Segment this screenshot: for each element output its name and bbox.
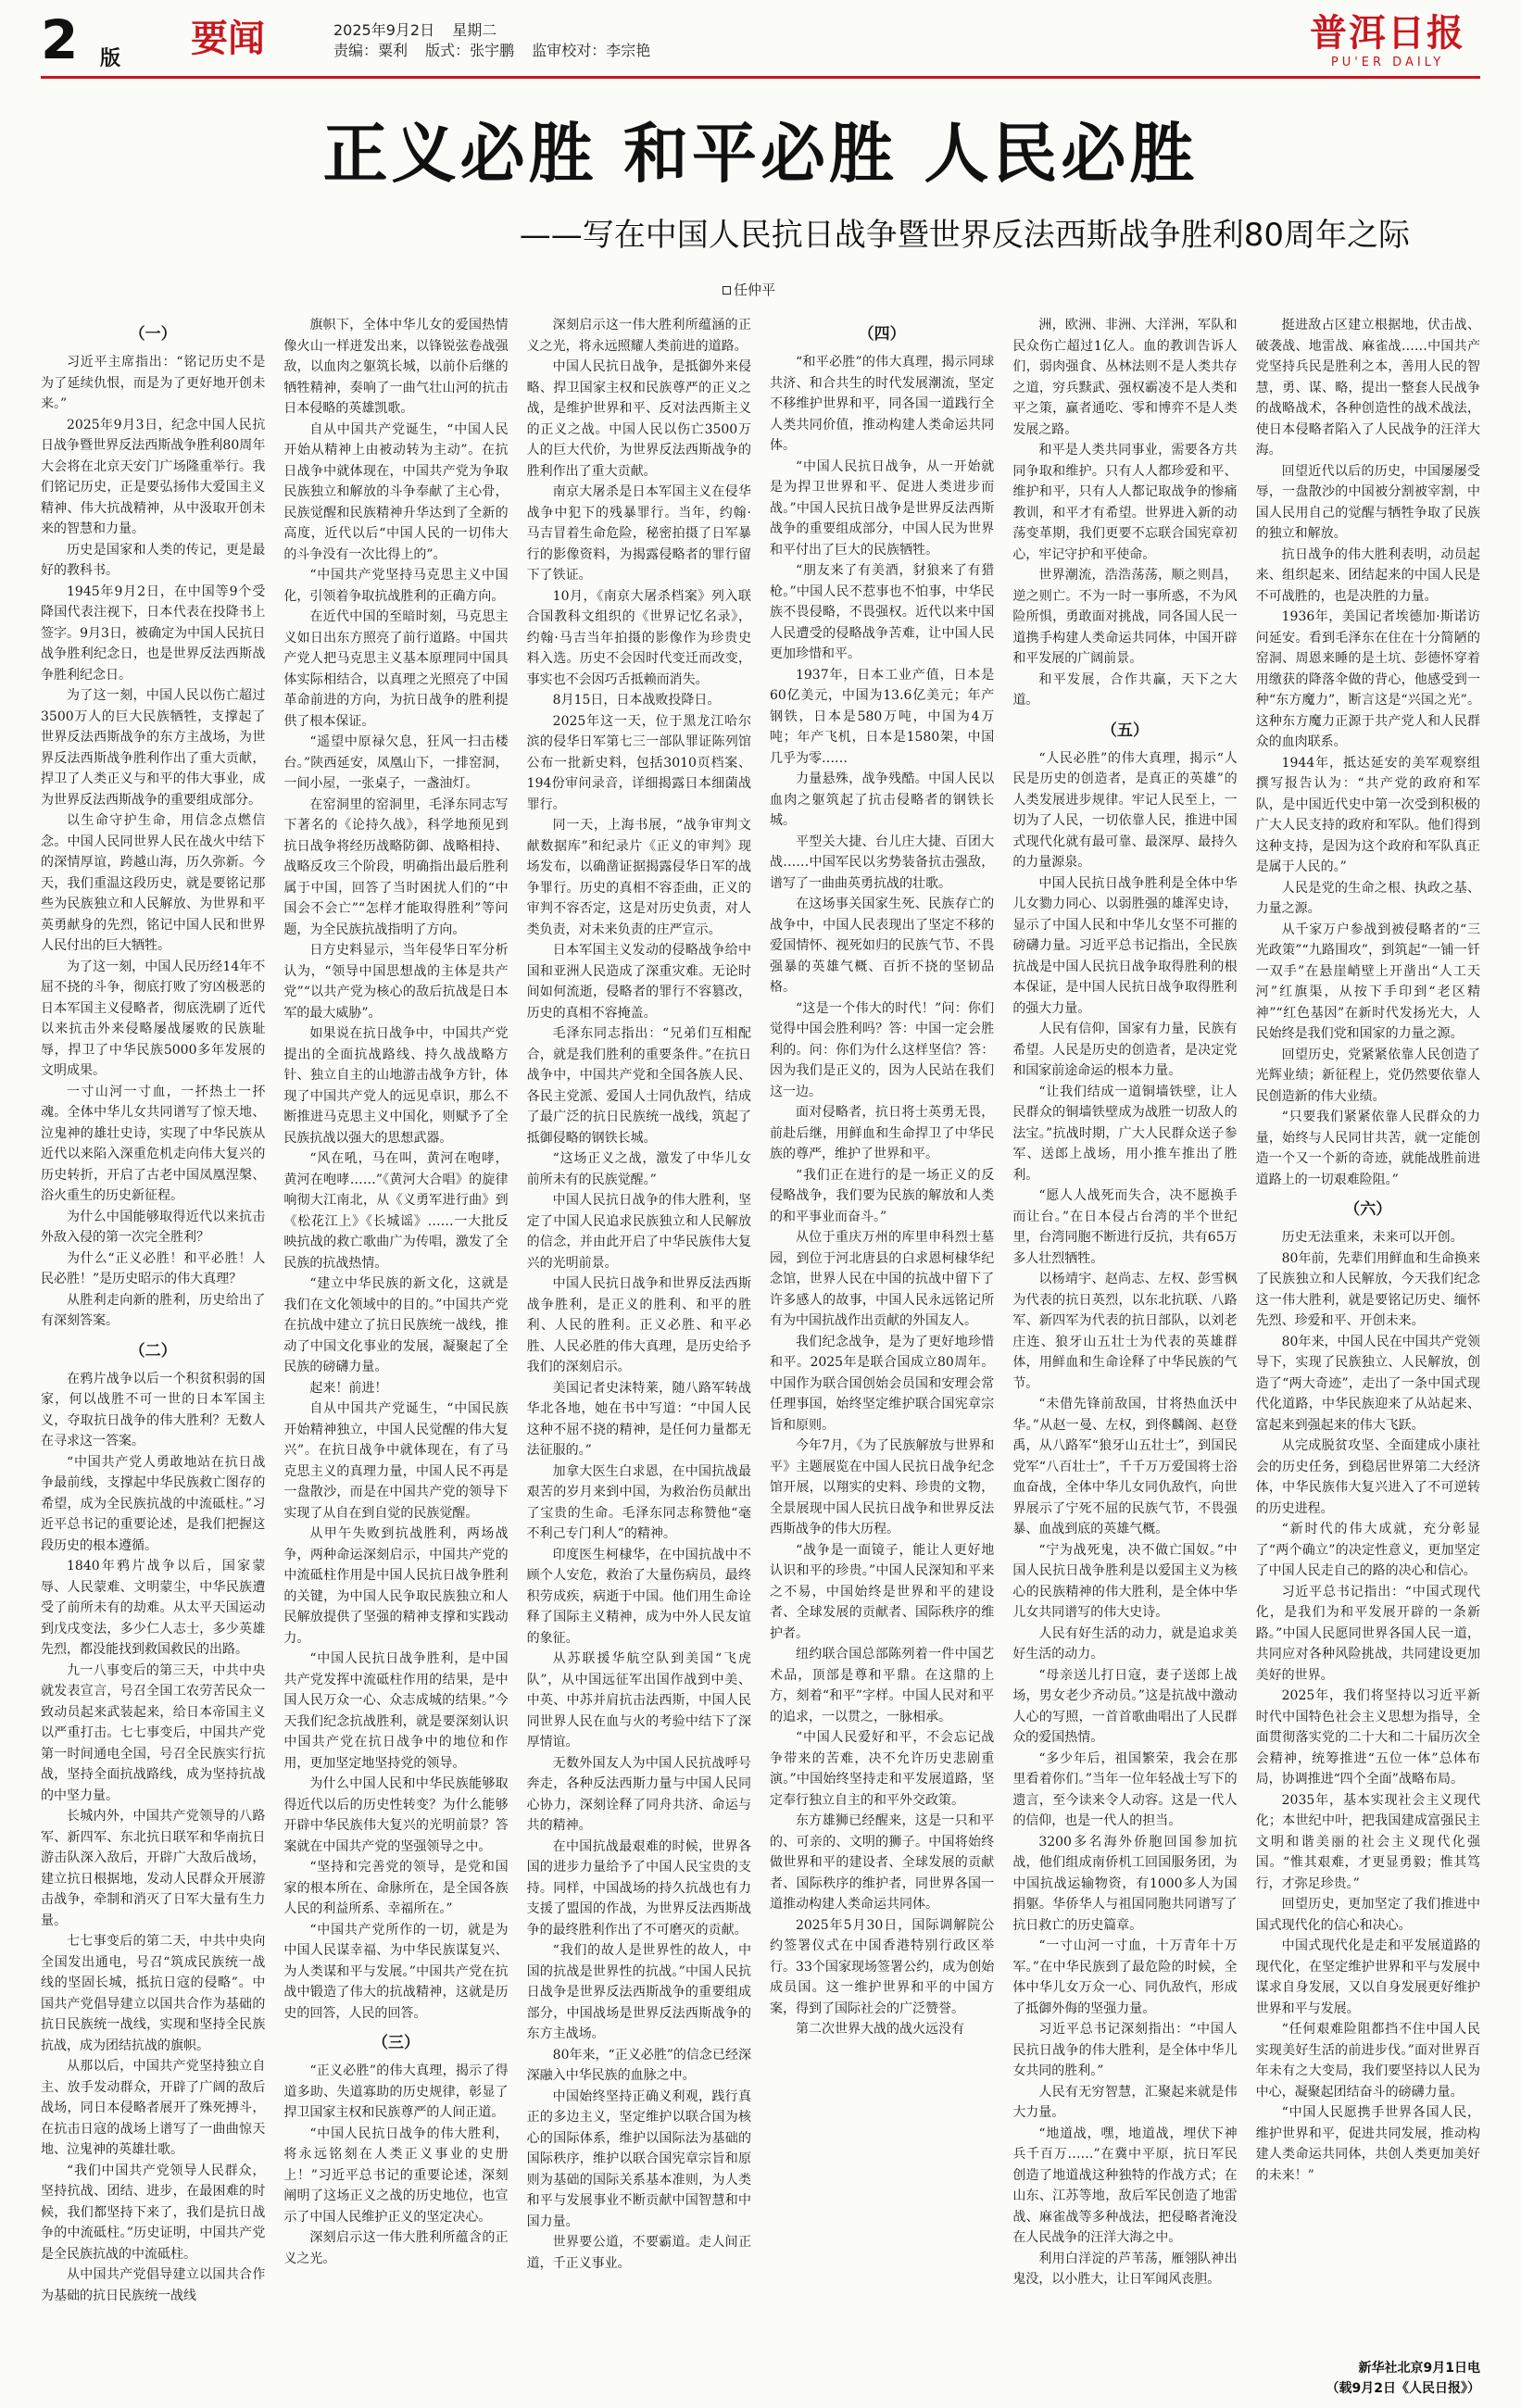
reprint-source: （载9月2日《人民日报》） — [1326, 2381, 1480, 2396]
logo-chinese: 普洱日报 — [1310, 11, 1465, 55]
paragraph: 中国始终坚持正确义利观，践行真正的多边主义，坚定维护以联合国为核心的国际体系，维护以国际法为基础的国际秩序，维护以联合国宪章宗旨和原则为基础的国际关系基本准则，为人类和平与发展事业不断贡献中国智慧和中国力量。 — [526, 2088, 751, 2229]
paragraph: 从位于重庆万州的库里申科烈士墓园，到位于河北唐县的白求恩柯棣华纪念馆，世界人民在中国的抗战中留下了许多感人的故事，中国人民永远铭记所有为中国抗战作出贡献的外国友人。 — [769, 1230, 995, 1328]
paragraph: “坚持和完善党的领导，是党和国家的根本所在、命脉所在，是全国各族人民的利益所系、幸福所在。” — [283, 1860, 509, 1916]
paragraph: 面对侵略者，抗日将士英勇无畏，前赴后继，用鲜血和生命捍卫了中华民族的尊严，维护了世界和平。 — [769, 1105, 995, 1161]
article-body — [41, 315, 1480, 2373]
paragraph: 为什么中国能够取得近代以来抗击外敌入侵的第一次完全胜利？ — [41, 1209, 266, 1245]
masthead-divider — [41, 76, 1480, 79]
section-heading: （二） — [129, 1341, 177, 1361]
paragraph: 80年来，“正义必胜”的信念已经深深融入中华民族的血脉之中。 — [526, 2047, 751, 2083]
paragraph: 8月15日，日本战败投降日。 — [552, 693, 721, 708]
byline-box-icon — [723, 286, 731, 295]
paragraph: 深刻启示这一伟大胜利所蕴含的正义之光。 — [283, 2230, 509, 2266]
paragraph: 纽约联合国总部陈列着一件中国艺术品，顶部是尊和平鼎。在这鼎的上方，刻着“和平”字样。中国人民对和平的追求，一以贯之，一脉相承。 — [769, 1647, 995, 1724]
byline — [723, 280, 775, 299]
paragraph: 日方史料显示，当年侵华日军分析认为，“领导中国思想战的主体是共产党”“以共产党为核心的敌后抗战是日本军的最大威胁”。 — [283, 943, 509, 1021]
issue-date: 2025年9月2日 — [333, 21, 435, 39]
paragraph: 一寸山河一寸血，一抔热土一抔魂。全体中华儿女共同谱写了惊天地、泣鬼神的雄壮史诗，实现了中华民族从近代以来陷入深重危机走向伟大复兴的历史转折，开启了古老中国凤凰涅槃、浴火重生的历史新征程。 — [41, 1084, 266, 1203]
paragraph: 1936年，美国记者埃德加·斯诺访问延安。看到毛泽东在住在十分简陋的窑洞、周恩来睡的是土坑、彭德怀穿着用缴获的降落伞做的背心，他感受到一种“东方魔力”，断言这是“兴国之光”。这种东方魔力正源于共产党人和人民群众的血肉联系。 — [1255, 609, 1480, 749]
paragraph: 回望历史，党紧紧依靠人民创造了光辉业绩；新征程上，党仍然要依靠人民创造新的伟大业绩。 — [1255, 1047, 1480, 1104]
paragraph: 从千家万户参战到被侵略者的“三光政策”“九路围攻”，到筑起“一铺一钎一双手”在悬崖峭壁上开凿出“人工天河”红旗渠，从按下手印到“老区精神”“红色基因”在新时代发扬光大，人民始终是我们党和国家的力量之源。 — [1255, 922, 1480, 1041]
paragraph: “风在吼，马在叫，黄河在咆哮，黄河在咆哮……”《黄河大合唱》的旋律响彻大江南北，从《义勇军进行曲》到《松花江上》《长城谣》……一大批反映抗战的救亡歌曲广为传唱，激发了全民族的抗战热情。 — [283, 1151, 509, 1271]
paragraph: 中国人民抗日战争和世界反法西斯战争胜利，是正义的胜利、和平的胜利、人民的胜利。正义必胜、和平必胜、人民必胜的伟大真理，是历史给予我们的深刻启示。 — [526, 1276, 751, 1374]
paragraph: 习近平主席指出：“铭记历史不是为了延续仇恨，而是为了更好地开创未来。” — [41, 355, 266, 411]
paragraph: 习近平总书记指出：“中国式现代化，是我们为和平发展开辟的一条新路。”中国人民愿同世界各国人民一道，共同应对各种风险挑战，共同建设更加美好的世界。 — [1255, 1584, 1480, 1683]
paragraph: 以生命守护生命，用信念点燃信念。中国人民同世界人民在战火中结下的深情厚谊，跨越山海，历久弥新。今天，我们重温这段历史，就是要铭记那些为民族独立和人民解放、为世界和平英勇献身的先烈，铭记中国人民和世界人民付出的巨大牺牲。 — [41, 813, 266, 953]
newspaper-logo — [1295, 13, 1480, 69]
issue-weekday: 星期二 — [452, 21, 497, 39]
paragraph: 今年7月，《为了民族解放与世界和平》主题展览在中国人民抗日战争纪念馆开展，以翔实的史料、珍贵的文物，全景展现中国人民抗日战争和世界反法西斯战争的伟大历程。 — [769, 1438, 995, 1536]
paragraph: 力量悬殊，战争残酷。中国人民以血肉之躯筑起了抗击侵略者的钢铁长城。 — [769, 771, 995, 828]
paragraph: 人民有无穷智慧，汇聚起来就是伟大力量。 — [1012, 2084, 1238, 2120]
editor-credit: 责编：粟利 — [333, 42, 409, 59]
paragraph: 平型关大捷、台儿庄大捷、百团大战……中国军民以劣势装备抗击强敌，谱写了一曲曲英勇抗战的壮歌。 — [769, 834, 995, 891]
paragraph: “未借先锋前敌国，甘将热血沃中华。”从赵一曼、左权，到佟麟阁、赵登禹，从八路军“狼牙山五壮士”，到国民党军“八百壮士”，千千万万爱国将士浴血奋战，全体中华儿女同仇敌忾，向世界展示了宁死不屈的民族气节，不畏强暴、血战到底的英雄气概。 — [1012, 1397, 1238, 1536]
headline: 正义必胜 和平必胜 人民必胜 — [322, 116, 1199, 192]
paragraph: “遥望中原禄欠息，狂风一扫击楼台。”陕西延安，凤凰山下，一排窑洞，一间小屋，一张桌子，一盏油灯。 — [283, 734, 509, 791]
paragraph: 七七事变后的第二天，中共中央向全国发出通电，号召“筑成民族统一战线的坚固长城，抵抗日寇的侵略”。中国共产党倡导建立以国共合作为基础的抗日民族统一战线，实现和坚持全民族抗战，成为团结抗战的旗帜。 — [41, 1934, 266, 2053]
paragraph: 自从中国共产党诞生，“中国人民开始从精神上由被动转为主动”。在抗日战争中就体现在，中国共产党为争取民族独立和解放的斗争奉献了主心骨，民族觉醒和民族精神升华达到了全新的高度，近代以后“中国人民的一切伟大的斗争没有一次比得上的”。 — [283, 421, 509, 562]
paragraph: 为了这一刻，中国人民以伤亡超过3500万人的巨大民族牺牲，支撑起了世界反法西斯战争的东方主战场，为世界反法西斯战争胜利作出了重大贡献，捍卫了人类正义与和平的伟大事业，成为世界反法西斯战争的重要组成部分。 — [41, 688, 266, 808]
paragraph: 人民有好生活的动力，就是追求美好生活的动力。 — [1012, 1625, 1238, 1662]
paragraph: 从甲午失败到抗战胜利，两场战争，两种命运深刻启示，中国共产党的中流砥柱作用是中国人民抗日战争胜利的关键，为中国人民争取民族独立和人民解放提供了坚强的精神支撑和实践动力。 — [283, 1526, 509, 1646]
paragraph: 长城内外，中国共产党领导的八路军、新四军、东北抗日联军和华南抗日游击队深入敌后，开辟广大敌后战场，建立抗日根据地，发动人民群众开展游击战争，牵制和消灭了日军大量有生力量。 — [41, 1809, 266, 1928]
paragraph: 80年前，先辈们用鲜血和生命换来了民族独立和人民解放，今天我们纪念这一伟大胜利，就是要铭记历史、缅怀先烈、珍爱和平、开创未来。 — [1255, 1250, 1480, 1328]
paragraph: 中国人民抗日战争的伟大胜利，坚定了中国人民追求民族独立和人民解放的信念，并由此开启了中华民族伟大复兴的光明前景。 — [526, 1193, 751, 1271]
paragraph: 1945年9月2日，在中国等9个受降国代表注视下，日本代表在投降书上签字。9月3日，被确定为中国人民抗日战争胜利纪念日，也是世界反法西斯战争胜利纪念日。 — [41, 583, 266, 683]
paragraph: “朋友来了有美酒，豺狼来了有猎枪。”中国人民不惹事也不怕事，中华民族不畏侵略，不畏强权。近代以来中国人民遭受的侵略战争苦难，让中国人民更加珍惜和平。 — [769, 563, 995, 661]
paragraph: 世界要公道，不要霸道。走人间正道，千正义事业。 — [526, 2235, 751, 2271]
paragraph: “宁为战死鬼，决不做亡国奴。”中国人民抗日战争胜利是以爱国主义为核心的民族精神的伟大胜利，是全体中华儿女共同谱写的伟大史诗。 — [1012, 1542, 1238, 1620]
paragraph: 历史无法重来，未来可以开创。 — [1281, 1230, 1464, 1245]
text-column — [283, 315, 508, 2373]
paragraph: 人民是党的生命之根、执政之基、力量之源。 — [1255, 880, 1480, 916]
paragraph: “我们的故人是世界性的故人，中国的抗战是世界性的抗战。”中国人民抗日战争是世界反法西斯战争的重要组成部分，中国战场是世界反法西斯战争的东方主战场。 — [526, 1943, 751, 2041]
paragraph: 2025年5月30日，国际调解院公约签署仪式在中国香港特别行政区举行。33个国家现场签署公约，成为创始成员国。这一维护世界和平的中国方案，得到了国际社会的广泛赞誉。 — [769, 1917, 995, 2016]
paragraph: 在这场事关国家生死、民族存亡的战争中，中国人民表现出了坚定不移的爱国情怀、视死如归的民族气节、不畏强暴的英雄气概、百折不挠的坚韧品格。 — [769, 897, 995, 995]
paragraph: 80年来，中国人民在中国共产党领导下，实现了民族独立、人民解放，创造了“两大奇迹”，走出了一条中国式现代化道路，中华民族迎来了从站起来、富起来到强起来的伟大飞跃。 — [1255, 1334, 1480, 1433]
paragraph: 2035年，基本实现社会主义现代化；本世纪中叶，把我国建成富强民主文明和谐美丽的社会主义现代化强国。“惟其艰难，才更显勇毅；惟其笃行，才弥足珍贵。” — [1255, 1792, 1480, 1891]
paragraph: “中国人民抗日战争的伟大胜利，将永远铭刻在人类正义事业的史册上！”习近平总书记的重要论述，深刻阐明了这场正义之战的历史地位，也宣示了中国人民维护正义的坚定决心。 — [283, 2126, 509, 2225]
paragraph: 在鸦片战争以后一个积贫积弱的国家，何以战胜不可一世的日本军国主义，夺取抗日战争的伟大胜利？无数人在寻求这一答案。 — [41, 1371, 266, 1449]
paragraph: 回望近代以后的历史，中国屡屡受辱，一盘散沙的中国被分割被宰割，中国人民用自己的觉醒与牺牲争取了民族的独立和解放。 — [1255, 463, 1480, 541]
paragraph: 旗帜下，全体中华儿女的爱国热情像火山一样迸发出来，以锋锐弦卷战强敌，以血肉之躯筑长城，以前仆后继的牺牲精神，奏响了一曲气壮山河的抗击日本侵略的英雄凯歌。 — [283, 318, 509, 416]
paragraph: “母亲送儿打日寇，妻子送郎上战场，男女老少齐动员。”这是抗战中激动人心的写照，一首首歌曲唱出了人民群众的爱国热情。 — [1012, 1667, 1238, 1745]
paragraph: 在近代中国的至暗时刻，马克思主义如日出东方照亮了前行道路。中国共产党人把马克思主义基本原理同中国具体实际相结合，以真理之光照亮了中国革命前进的方向，为抗日战争的胜利提供了根本保证。 — [283, 609, 509, 729]
paragraph: 自从中国共产党诞生，“中国民族开始精神独立，中国人民觉醒的伟大复兴”。在抗日战争中就体现在，有了马克思主义的真理力量，中国人民不再是一盘散沙，而是在中国共产党的领导下实现了从自在到自觉的民族觉醒。 — [283, 1401, 509, 1521]
paragraph: 人民有信仰，国家有力量，民族有希望。人民是历史的创造者，是决定党和国家前途命运的根本力量。 — [1012, 1022, 1238, 1078]
paragraph: “中国共产党人勇敢地站在抗日战争最前线，支撑起中华民族救亡图存的希望，成为全民族抗战的中流砥柱。”习近平总书记的重要论述，是我们把握这段历史的根本遵循。 — [41, 1454, 266, 1553]
masthead — [0, 0, 1521, 74]
text-column — [527, 315, 751, 2373]
text-column — [770, 315, 994, 2373]
paragraph: 加拿大医生白求恩，在中国抗战最艰苦的岁月来到中国，为救治伤员献出了宝贵的生命。毛泽东同志称赞他“毫不利己专门利人”的精神。 — [526, 1463, 751, 1541]
paragraph: 如果说在抗日战争中，中国共产党提出的全面抗战路线、持久战战略方针、独立自主的山地游击战争方针，体现了中国共产党人的远见卓识，那么不断推进马克思主义中国化，则赋予了全民族抗战以强大的思想武器。 — [283, 1026, 509, 1146]
subheadline: ——写在中国人民抗日战争暨世界反法西斯战争胜利80周年之际 — [519, 217, 1410, 254]
paragraph: 1937年，日本工业产值，日本是60亿美元，中国为13.6亿美元；年产钢铁，日本是580万吨，中国为4万吨；年产飞机，日本是1580架，中国几乎为零…… — [769, 667, 995, 766]
paragraph: “人民必胜”的伟大真理，揭示“人民是历史的创造者，是真正的英雄”的人类发展进步规律。牢记人民至上，一切为了人民，一切依靠人民，推进中国式现代化就有最可靠、最深厚、最持久的力量源泉。 — [1012, 750, 1238, 870]
paragraph: “建立中华民族的新文化，这就是我们在文化领域中的目的。”中国共产党在抗战中建立了抗日民族统一战线，推动了中国文化事业的发展，凝聚起了全民族的磅礴力量。 — [283, 1276, 509, 1374]
paragraph: “中国人民爱好和平，不会忘记战争带来的苦难，决不允许历史悲剧重演。”中国始终坚持走和平发展道路，坚定奉行独立自主的和平外交政策。 — [769, 1730, 995, 1808]
edition-meta — [333, 20, 663, 61]
paragraph: “任何艰难险阻都挡不住中国人民实现美好生活的前进步伐。”面对世界百年未有之大变局，我们要坚持以人民为中心，凝聚起团结奋斗的磅礴力量。 — [1255, 2022, 1480, 2100]
paragraph: “中国人民抗日战争，从一开始就是为捍卫世界和平、促进人类进步而战。”中国人民抗日战争是世界反法西斯战争的重要组成部分，中国人民为世界和平付出了巨大的民族牺牲。 — [769, 458, 995, 558]
paragraph: 深刻启示这一伟大胜利所蕴涵的正义之光，将永远照耀人类前进的道路。 — [526, 318, 751, 354]
paragraph: “中国共产党所作的一切，就是为中国人民谋幸福、为中华民族谋复兴、为人类谋和平与发展。”中国共产党在抗战中锻造了伟大的抗战精神，这就是历史的回答，人民的回答。 — [283, 1922, 509, 2021]
paragraph: 为什么“正义必胜！和平必胜！人民必胜！”是历史昭示的伟大真理？ — [41, 1250, 266, 1286]
paragraph: 1840年鸦片战争以后，国家蒙辱、人民蒙难、文明蒙尘，中华民族遭受了前所未有的劫难。从太平天国运动到戊戌变法，多少仁人志士，多少英雄先烈，都没能找到救国救民的出路。 — [41, 1559, 266, 1657]
paragraph: 美国记者史沫特莱，随八路军转战华北各地，她在书中写道：“中国人民这种不屈不挠的精神，是任何力量都无法征服的。” — [526, 1380, 751, 1458]
dateline: 新华社北京9月1日电 — [1358, 2361, 1480, 2376]
paragraph: 无数外国友人为中国人民抗战呼号奔走，各种反法西斯力量与中国人民同心协力，深刻诠释了同舟共济、命运与共的精神。 — [526, 1755, 751, 1833]
paragraph: “中国人民抗日战争胜利，是中国共产党发挥中流砥柱作用的结果，是中国人民万众一心、众志成城的结果。”今天我们纪念抗战胜利，就是要深刻认识中国共产党在抗日战争中的地位和作用，更加坚定地坚持党的领导。 — [283, 1651, 509, 1771]
paragraph: “这是一个伟大的时代！”问：你们觉得中国会胜利吗？答：中国一定会胜利的。问：你们为什么这样坚信？答：因为我们是正义的，因为人民站在我们这一边。 — [769, 1000, 995, 1099]
paragraph: 3200多名海外侨胞回国参加抗战，他们组成南侨机工回国服务团，为中国抗战运输物资，有1000多人为国捐躯。华侨华人与祖国同胞共同谱写了抗日救亡的历史篇章。 — [1012, 1834, 1238, 1933]
paragraph: 世界潮流，浩浩荡荡，顺之则昌，逆之则亡。不为一时一事所惑，不为风险所惧，勇敢面对挑战，同各国人民一道携手构建人类命运共同体，中国开辟和平发展的广阔前景。 — [1012, 568, 1238, 666]
paragraph: “中国共产党坚持马克思主义中国化，引领着争取抗战胜利的正确方向。 — [283, 568, 509, 604]
section-name: 要闻 — [191, 18, 265, 60]
paragraph: 毛泽东同志指出：“兄弟们互相配合，就是我们胜利的重要条件。”在抗日战争中，中国共产党和全国各族人民、各民主党派、爱国人士同仇敌忾，结成了最广泛的抗日民族统一战线，筑起了抵御侵略的钢铁长城。 — [526, 1026, 751, 1146]
section-heading: （三） — [371, 2034, 420, 2052]
paragraph: 同一天，上海书展，“战争审判文献数据库”和纪录片《正义的审判》现场发布，以确凿证据揭露侵华日军的战争罪行。历史的真相不容歪曲，正义的审判不容否定，这是对历史负责，对人类负责，对未来负责的庄严宣示。 — [526, 818, 751, 937]
page-number: 2 — [41, 8, 79, 71]
page-suffix: 版 — [100, 47, 121, 70]
paragraph: 九一八事变后的第三天，中共中央就发表宣言，号召全国工农劳苦民众一致动员起来武装起来，给日本帝国主义以严重打击。七七事变后，中国共产党第一时间通电全国，号召全民族实行抗战，坚持全面抗战路线，成为坚持抗战的中坚力量。 — [41, 1662, 266, 1803]
section-heading: （六） — [1344, 1200, 1392, 1219]
paragraph: 从那以后，中国共产党坚持独立自主、放手发动群众，开辟了广阔的敌后战场，同日本侵略者展开了殊死搏斗，在抗击日寇的战场上谱写了一曲曲惊天地、泣鬼神的英雄壮歌。 — [41, 2059, 266, 2157]
paragraph: “一寸山河一寸血，十万青年十万军。”在中华民族到了最危险的时候，全体中华儿女万众一心、同仇敌忾，形成了抵御外侮的坚强力量。 — [1012, 1938, 1238, 2016]
paragraph: 从胜利走向新的胜利，历史给出了有深刻答案。 — [41, 1292, 266, 1328]
paragraph: 2025年这一天，位于黑龙江哈尔滨的侵华日军第七三一部队罪证陈列馆公布一批新史料，包括3010页档案、194份审问录音，详细揭露日本细菌战罪行。 — [526, 713, 751, 812]
paragraph: 抗日战争的伟大胜利表明，动员起来、组织起来、团结起来的中国人民是不可战胜的，也是决胜的力量。 — [1255, 546, 1480, 604]
paragraph: “让我们结成一道铜墙铁壁，让人民群众的铜墙铁壁成为战胜一切敌人的法宝。”抗战时期，广大人民群众送子参军、送郎上战场，用小推车推出了胜利。 — [1012, 1084, 1238, 1183]
paragraph: 在中国抗战最艰难的时候，世界各国的进步力量给予了中国人民宝贵的支持。同样，中国战场的持久抗战也有力支援了盟国的作战，为世界反法西斯战争的最终胜利作出了不可磨灭的贡献。 — [526, 1838, 751, 1938]
paragraph: “只要我们紧紧依靠人民群众的力量，始终与人民同甘共苦，就一定能创造一个又一个新的奇迹，就能战胜前进道路上的一切艰难险阻。” — [1255, 1110, 1480, 1187]
logo-english: PU'ER DAILY — [1330, 56, 1445, 69]
section-heading: （五） — [1100, 721, 1149, 740]
paragraph: “愿人人战死而失合，决不愿换手而让台。”在日本侵占台湾的半个世纪里，台湾同胞不断进行反抗，共有65万多人壮烈牺牲。 — [1012, 1188, 1238, 1266]
paragraph: “我们中国共产党领导人民群众，坚持抗战、团结、进步，在最困难的时候，我们都坚持下来了，我们是抗日战争的中流砥柱。”历史证明，中国共产党是全民族抗战的中流砥柱。 — [41, 2163, 266, 2262]
paragraph: 和平是人类共同事业，需要各方共同争取和维护。只有人人都珍爱和平、维护和平，只有人人都记取战争的惨痛教训，和平才有希望。世界进入新的动荡变革期，我们更要不忘联合国宪章初心，牢记守护和平使命。 — [1012, 443, 1238, 562]
proofreader-credit: 监审校对：李宗艳 — [532, 42, 651, 59]
paragraph: 南京大屠杀是日本军国主义在侵华战争中犯下的残暴罪行。当年，约翰·马吉冒着生命危险，秘密拍摄了日军暴行的影像资料，为揭露侵略者的罪行留下了铁证。 — [526, 484, 751, 583]
paragraph: “多少年后，祖国繁荣，我会在那里看着你们。”当年一位年轻战士写下的遗言，至今读来令人动容。这是一代人的信仰，也是一代人的担当。 — [1012, 1750, 1238, 1828]
designer-credit: 版式：张宇鹏 — [425, 42, 515, 59]
paragraph: “中国人民愿携手世界各国人民，维护世界和平，促进共同发展，推动构建人类命运共同体，共创人类更加美好的未来！” — [1255, 2105, 1480, 2183]
paragraph: 为了这一刻，中国人民历经14年不屈不挠的斗争，彻底打败了穷凶极恶的日本军国主义侵略者，彻底洗刷了近代以来抗击外来侵略屡战屡败的民族耻辱，捍卫了中华民族5000多年发展的文明成果。 — [41, 959, 266, 1078]
paragraph: 从苏联援华航空队到美国“飞虎队”，从中国远征军出国作战到中美、中英、中苏并肩抗击法西斯，中国人民同世界人民在血与火的考验中结下了深厚情谊。 — [526, 1651, 751, 1750]
section-heading: （一） — [129, 325, 177, 344]
paragraph: 东方雄狮已经醒来，这是一只和平的、可亲的、文明的狮子。中国将始终做世界和平的建设者、全球发展的贡献者、国际秩序的维护者，同世界各国一道推动构建人类命运共同体。 — [769, 1813, 995, 1912]
paragraph: 中国式现代化是走和平发展道路的现代化，在坚定维护世界和平与发展中谋求自身发展，又以自身发展更好维护世界和平与发展。 — [1255, 1938, 1480, 2016]
author-name: 任仲平 — [734, 282, 776, 298]
paragraph: 和平发展，合作共赢，天下之大道。 — [1012, 671, 1238, 708]
paragraph: 历史是国家和人类的传记，更是最好的教科书。 — [41, 542, 266, 578]
text-column — [1012, 315, 1237, 2373]
paragraph: 回望历史，更加坚定了我们推进中国式现代化的信心和决心。 — [1255, 1897, 1480, 1933]
paragraph: 日本军国主义发动的侵略战争给中国和亚洲人民造成了深重灾难。无论时间如何流逝，侵略者的罪行不容篡改，历史的真相不容掩盖。 — [526, 943, 751, 1021]
source-note — [1295, 2354, 1480, 2399]
paragraph: “这场正义之战，激发了中华儿女前所未有的民族觉醒。” — [526, 1151, 751, 1187]
paragraph: “战争是一面镜子，能让人更好地认识和平的珍贵。”中国人民深知和平来之不易，中国始终是世界和平的建设者、全球发展的贡献者、国际秩序的维护者。 — [769, 1542, 995, 1641]
paragraph: 1944年，抵达延安的美军观察组撰写报告认为：“共产党的政府和军队，是中国近代史中第一次受到积极的广大人民支持的政府和军队。他们得到这种支持，是因为这个政府和军队真正是属于人民的。” — [1255, 755, 1480, 874]
paragraph: 从中国共产党倡导建立以国共合作为基础的抗日民族统一战线 — [41, 2267, 266, 2303]
paragraph: 利用白洋淀的芦苇荡，雁翎队神出鬼没，以小胜大，让日军闻风丧胆。 — [1012, 2251, 1238, 2287]
paragraph: 挺进敌占区建立根据地，伏击战、破袭战、地雷战、麻雀战……中国共产党坚持兵民是胜利之本，善用人民的智慧，勇、谋、略，提出一整套人民战争的战略战术，各种创造性的战术战法，使日本侵略者陷入了人民战争的汪洋大海。 — [1255, 318, 1480, 458]
paragraph: “我们正在进行的是一场正义的反侵略战争，我们要为民族的解放和人类的和平事业而奋斗。” — [769, 1167, 995, 1224]
paragraph: 我们纪念战争，是为了更好地珍惜和平。2025年是联合国成立80周年。中国作为联合国创始会员国和安理会常任理事国，始终坚定维护联合国宪章宗旨和原则。 — [769, 1334, 995, 1433]
paragraph: 从完成脱贫攻坚、全面建成小康社会的历史任务，到稳居世界第二大经济体，中华民族伟大复兴进入了不可逆转的历史进程。 — [1255, 1438, 1480, 1516]
paragraph: “地道战，嘿，地道战，埋伏下神兵千百万……”在冀中平原，抗日军民创造了地道战这种独特的作战方式；在山东、江苏等地，敌后军民创造了地雷战、麻雀战等多种战法，把侵略者淹没在人民战争的汪洋大海之中。 — [1012, 2126, 1238, 2245]
paragraph: 中国人民抗日战争胜利是全体中华儿女勠力同心、以弱胜强的雄浑史诗，显示了中国人民和中华儿女坚不可摧的磅礴力量。习近平总书记指出，全民族抗战是中国人民抗日战争取得胜利的根本保证，是中国人民抗日战争取得胜利的强大力量。 — [1012, 875, 1238, 1016]
paragraph: 为什么中国人民和中华民族能够取得近代以后的历史性转变？为什么能够开辟中华民族伟大复兴的光明前景？答案就在中国共产党的坚强领导之中。 — [283, 1776, 509, 1854]
paragraph: 2025年，我们将坚持以习近平新时代中国特色社会主义思想为指导，全面贯彻落实党的二十大和二十届历次全会精神，统筹推进“五位一体”总体布局，协调推进“四个全面”战略布局。 — [1255, 1688, 1480, 1787]
paragraph: “新时代的伟大成就，充分彰显了“两个确立”的决定性意义，更加坚定了中国人民走自己的路的决心和信心。 — [1255, 1522, 1480, 1578]
paragraph: 习近平总书记深刻指出：“中国人民抗日战争的伟大胜利，是全体中华儿女共同的胜利。” — [1012, 2022, 1238, 2078]
paragraph: “和平必胜”的伟大真理，揭示同球共济、和合共生的时代发展潮流，坚定不移维护世界和平，同各国一道践行全人类共同价值，推动构建人类命运共同体。 — [769, 355, 995, 453]
paragraph: 第二次世界大战的战火远没有 — [795, 2022, 964, 2037]
paragraph: “正义必胜”的伟大真理，揭示了得道多助、失道寡助的历史规律，彰显了捍卫国家主权和民族尊严的人间正道。 — [283, 2063, 509, 2120]
paragraph: 以杨靖宇、赵尚志、左权、彭雪枫为代表的抗日英烈，以东北抗联、八路军、新四军为代表的抗日部队，以刘老庄连、狼牙山五壮士为代表的英雄群体，用鲜血和生命诠释了中华民族的气节。 — [1012, 1272, 1238, 1391]
paragraph: 2025年9月3日，纪念中国人民抗日战争暨世界反法西斯战争胜利80周年大会将在北京天安门广场隆重举行。我们铭记历史，正是要弘扬伟大爱国主义精神、伟大抗战精神，从中汲取开创未来的智慧和力量。 — [41, 417, 266, 536]
text-column — [1256, 315, 1480, 2373]
section-heading: （四） — [858, 325, 906, 344]
paragraph: 印度医生柯棣华，在中国抗战中不顾个人安危，救治了大量伤病员，最终积劳成疾，病逝于中国。他们用生命诠释了国际主义精神，成为中外人民友谊的象征。 — [526, 1547, 751, 1646]
text-column — [41, 315, 265, 2373]
paragraph: 洲，欧洲、非洲、大洋洲，军队和民众伤亡超过1亿人。血的教训告诉人们，弱肉强食、丛林法则不是人类共存之道，穷兵黩武、强权霸凌不是人类和平之策，赢者通吃、零和博弈不是人类发展之路。 — [1012, 318, 1238, 437]
paragraph: 在窑洞里的窑洞里，毛泽东同志写下著名的《论持久战》，科学地预见到抗日战争将经历战略防御、战略相持、战略反攻三个阶段，明确指出最后胜利属于中国，回答了当时困扰人们的“中国会不会亡”“怎样才能取得胜利”等问题，为全民族抗战指明了方向。 — [283, 796, 509, 937]
paragraph: 中国人民抗日战争，是抵御外来侵略、捍卫国家主权和民族尊严的正义之战，是维护世界和平、反对法西斯主义的正义之战。中国人民以伤亡3500万人的巨大代价，为世界反法西斯战争的胜利作出了重大贡献。 — [526, 359, 751, 479]
paragraph: 起来！前进！ — [309, 1380, 388, 1396]
paragraph: 10月，《南京大屠杀档案》列入联合国教科文组织的《世界记忆名录》，约翰·马吉当年拍摄的影像作为珍贵史料入选。历史不会因时代变迁而改变，事实也不会因巧舌抵赖而消失。 — [526, 588, 751, 687]
